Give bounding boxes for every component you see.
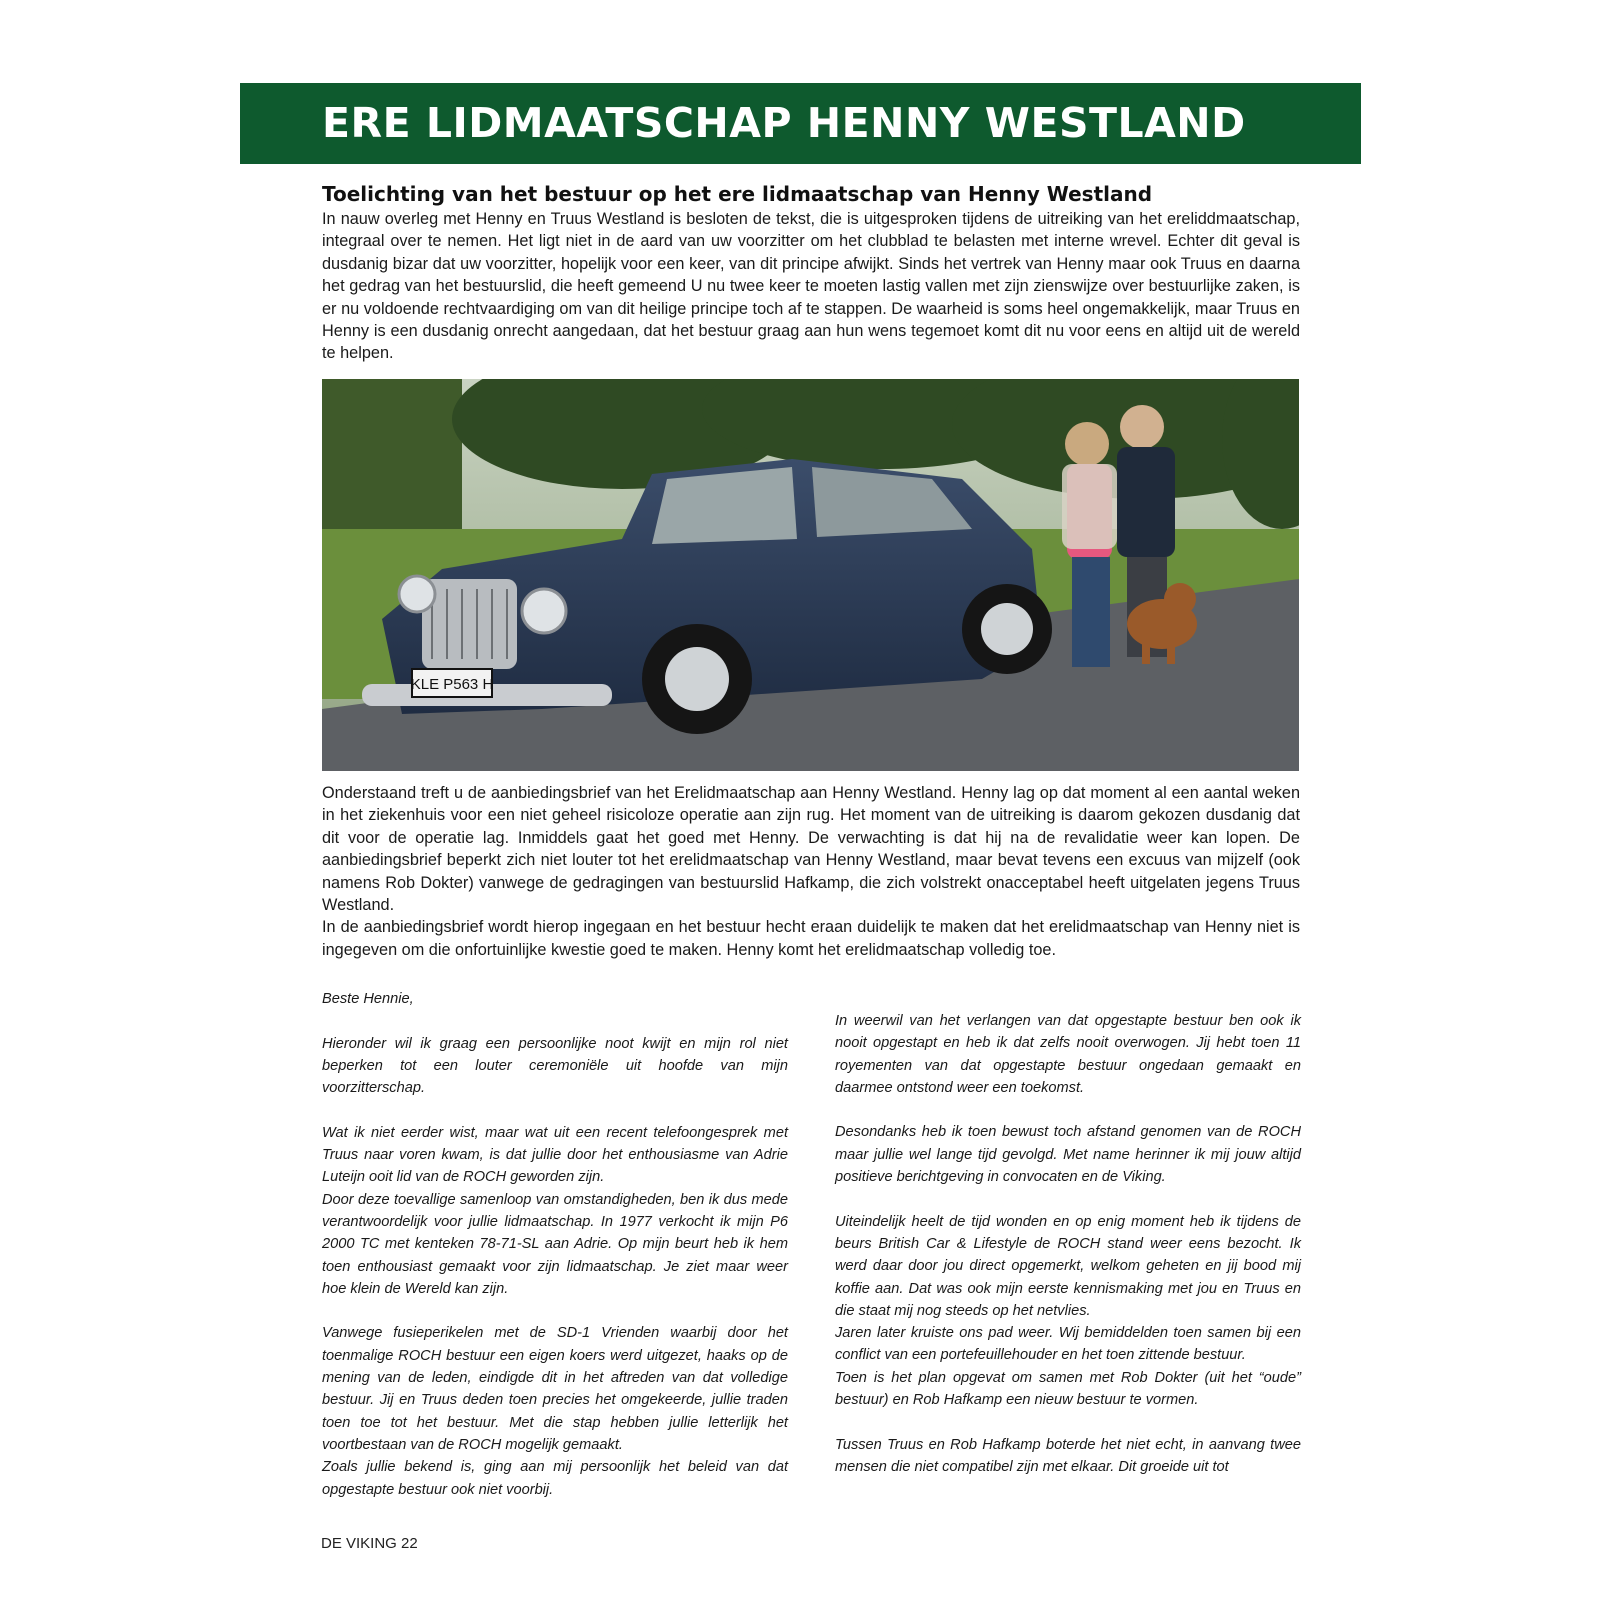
letter-paragraph: Vanwege fusieperikelen met de SD-1 Vrienden waarbij door het toenmalige ROCH bestuur een eigen koers werd uitgezet, haaks op de mening van de leden, eindigde dit in het aftreden van dat volledige bestuur. Jij en Truus deden toen precies het omgekeerde, jullie traden toen toe tot het bestuur. Met die stap hebben jullie letterlijk het voortbestaan van de ROCH mogelijk gemaakt. bbox=[322, 1325, 788, 1453]
body-paragraph-2: In de aanbiedingsbrief wordt hierop ingegaan en het bestuur hecht eraan duidelijk te maken dat het erelidmaatschap van Henny niet is ingegeven om die onfortuinlijke kwestie goed te maken. Henny komt het erelidmaatschap volledig toe. bbox=[322, 918, 1300, 959]
page-title: ERE LIDMAATSCHAP HENNY WESTLAND bbox=[322, 99, 1246, 147]
article-photo bbox=[322, 379, 1299, 771]
letter-column-left bbox=[322, 988, 788, 1501]
letter-paragraph: Wat ik niet eerder wist, maar wat uit een recent telefoongesprek met Truus naar voren kwam, is dat jullie door het enthousiasme van Adrie Luteijn ooit lid van de ROCH geworden zijn. bbox=[322, 1124, 788, 1186]
letter-column-right bbox=[835, 1010, 1301, 1478]
hedge bbox=[322, 379, 462, 539]
letter-paragraph: Hieronder wil ik graag een persoonlijke noot kwijt en mijn rol niet beperken tot een louter ceremoniële uit hoofde van mijn voorzitterschap. bbox=[322, 1035, 788, 1097]
article-subheading: Toelichting van het bestuur op het ere lidmaatschap van Henny Westland bbox=[322, 182, 1153, 206]
letter-paragraph: Door deze toevallige samenloop van omstandigheden, ben ik dus mede verantwoordelijk voor jullie lidmaatschap. In 1977 verkocht ik mijn P6 2000 TC met kenteken 78-71-SL aan Adrie. Op mijn beurt heb ik hem toen enthousiast gemaakt voor zijn lidmaatschap. Je ziet maar weer hoe klein de Wereld kan zijn. bbox=[322, 1191, 788, 1297]
body-paragraph-1: Onderstaand treft u de aanbiedingsbrief van het Erelidmaatschap aan Henny Westland. Henny lag op dat moment al een aantal weken in het ziekenhuis voor een niet geheel risicoloze operatie aan zijn rug. Het moment van de uitreiking is daarom gekozen dusdanig dat dit voor de operatie lag. Inmiddels gaat het goed met Henny. De verwachting is dat hij na de revalidatie weer kan lopen. De aanbiedingsbrief beperkt zich niet louter tot het erelidmaatschap van Henny Westland, maar bevat tevens een excuus van mijzelf (ook namens Rob Dokter) vanwege de gedragingen van bestuurslid Hafkamp, die zich volstrekt onacceptabel heeft uitgelaten jegens Truus Westland. bbox=[322, 784, 1300, 915]
letter-paragraph: In weerwil van het verlangen van dat opgestapte bestuur ben ook ik nooit opgestapt en heb ik dat zelfs nooit overwogen. Jij hebt toen 11 royementen van dat opgestapte bestuur ongedaan gemaakt en daarmee ontstond weer een toekomst. bbox=[835, 1013, 1301, 1096]
title-banner bbox=[240, 83, 1361, 164]
letter-paragraph: Toen is het plan opgevat om samen met Rob Dokter (uit het “oude” bestuur) en Rob Hafkamp een nieuw bestuur te vormen. bbox=[835, 1369, 1301, 1409]
intro-paragraph: In nauw overleg met Henny en Truus Westland is besloten de tekst, die is uitgesproken tijdens de uitreiking van het ereliddmaatschap, integraal over te nemen. Het ligt niet in de aard van uw voorzitter om het clubblad te belasten met interne wrevel. Echter dit geval is dusdanig bizar dat uw voorzitter, hopelijk voor een keer, van dit principe afwijkt. Sinds het vertrek van Henny maar ook Truus en daarna het gedrag van het bestuurslid, die heeft gemeend U nu twee keer te moeten lastig vallen met zijn zienswijze over bestuurlijke zaken, is er nu voldoende rechtvaardiging om van dit heilige principe toch af te stappen. De waarheid is soms heel ongemakkelijk, maar Truus en Henny is een dusdanig onrecht aangedaan, dat het bestuur graag aan hun wens tegemoet komt dit nu voor eens en altijd uit de wereld te helpen. bbox=[322, 210, 1300, 363]
letter-paragraph: Desondanks heb ik toen bewust toch afstand genomen van de ROCH maar jullie wel lange tijd gevolgd. Met name herinner ik mij jouw altijd positieve berichtgeving in convocaten en de Viking. bbox=[835, 1124, 1301, 1186]
letter-paragraph: Zoals jullie bekend is, ging aan mij persoonlijk het beleid van dat opgestapte bestuur ook niet voorbij. bbox=[322, 1459, 788, 1498]
letter-paragraph: Tussen Truus en Rob Hafkamp boterde het niet echt, in aanvang twee mensen die niet compatibel zijn met elkaar. Dit groeide uit tot bbox=[835, 1436, 1301, 1475]
license-plate: KLE P563 H bbox=[410, 676, 494, 693]
page-footer: DE VIKING 22 bbox=[321, 1535, 418, 1552]
article-body bbox=[322, 782, 1300, 961]
letter-salutation: Beste Hennie, bbox=[322, 991, 414, 1007]
letter-paragraph: Jaren later kruiste ons pad weer. Wij bemiddelden toen samen bij een conflict van een portefeuillehouder en het toen zittende bestuur. bbox=[835, 1325, 1301, 1364]
letter-paragraph: Uiteindelijk heelt de tijd wonden en op enig moment heb ik tijdens de beurs British Car & Lifestyle de ROCH stand weer eens bezocht. Ik werd daar door jou direct opgemerkt, welkom geheten en jij bood mij koffie aan. Dat was ook mijn eerste kennismaking met jou en Truus en die staat mij nog steeds op het netvlies. bbox=[835, 1213, 1301, 1319]
